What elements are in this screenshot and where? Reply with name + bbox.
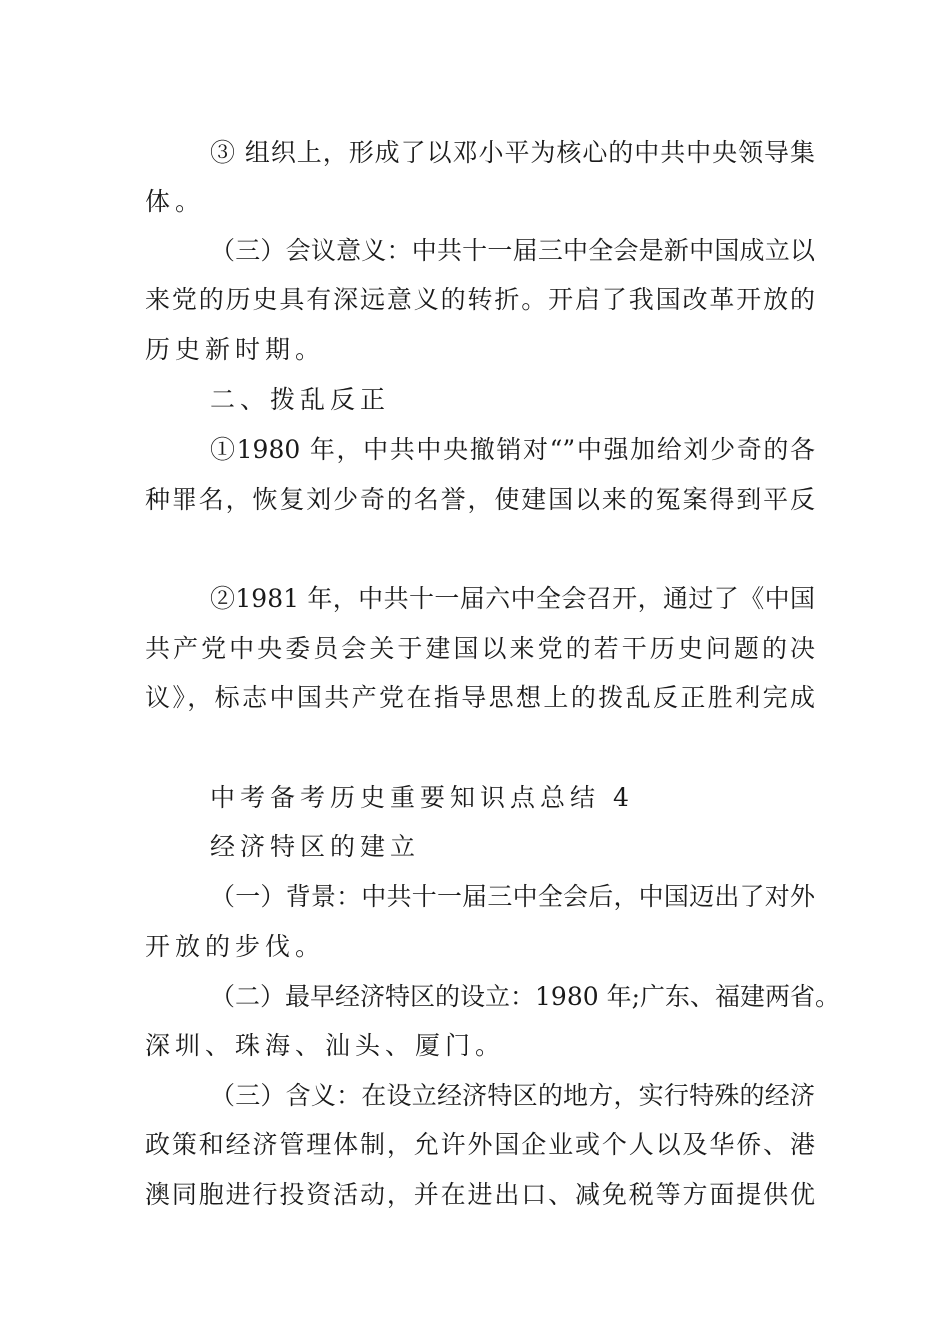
paragraph-line: 体。 xyxy=(145,187,206,216)
paragraph-line: （一）背景：中共十一届三中全会后，中国迈出了对外 xyxy=(210,882,815,911)
paragraph-line: 深圳、珠海、汕头、厦门。 xyxy=(145,1031,506,1060)
paragraph-line: ③ 组织上，形成了以邓小平为核心的中共中央领导集 xyxy=(210,138,815,167)
paragraph-line: 共产党中央委员会关于建国以来党的若干历史问题的决 xyxy=(145,634,815,663)
document-title: 中考备考历史重要知识点总结 4 xyxy=(210,783,634,812)
paragraph-line: 开放的步伐。 xyxy=(145,932,326,961)
paragraph-line: （二）最早经济特区的设立：1980 年;广东、福建两省。 xyxy=(210,982,840,1011)
section-heading: 经济特区的建立 xyxy=(210,832,421,861)
paragraph-line: 议》，标志中国共产党在指导思想上的拨乱反正胜利完成 xyxy=(145,683,815,712)
paragraph-line: 政策和经济管理体制，允许外国企业或个人以及华侨、港 xyxy=(145,1130,815,1159)
paragraph-line: ②1981 年，中共十一届六中全会召开，通过了《中国 xyxy=(210,584,815,613)
paragraph-line: 澳同胞进行投资活动，并在进出口、减免税等方面提供优 xyxy=(145,1180,815,1209)
paragraph-line: 历史新时期。 xyxy=(145,335,326,364)
paragraph-line: 来党的历史具有深远意义的转折。开启了我国改革开放的 xyxy=(145,285,815,314)
section-heading: 二、拨乱反正 xyxy=(210,385,391,414)
paragraph-line: （三）含义：在设立经济特区的地方，实行特殊的经济 xyxy=(210,1081,815,1110)
paragraph-line: （三）会议意义：中共十一届三中全会是新中国成立以 xyxy=(210,236,815,265)
paragraph-line: 种罪名，恢复刘少奇的名誉，使建国以来的冤案得到平反 xyxy=(145,485,815,514)
paragraph-line: ①1980 年，中共中央撤销对“”中强加给刘少奇的各 xyxy=(210,435,815,464)
